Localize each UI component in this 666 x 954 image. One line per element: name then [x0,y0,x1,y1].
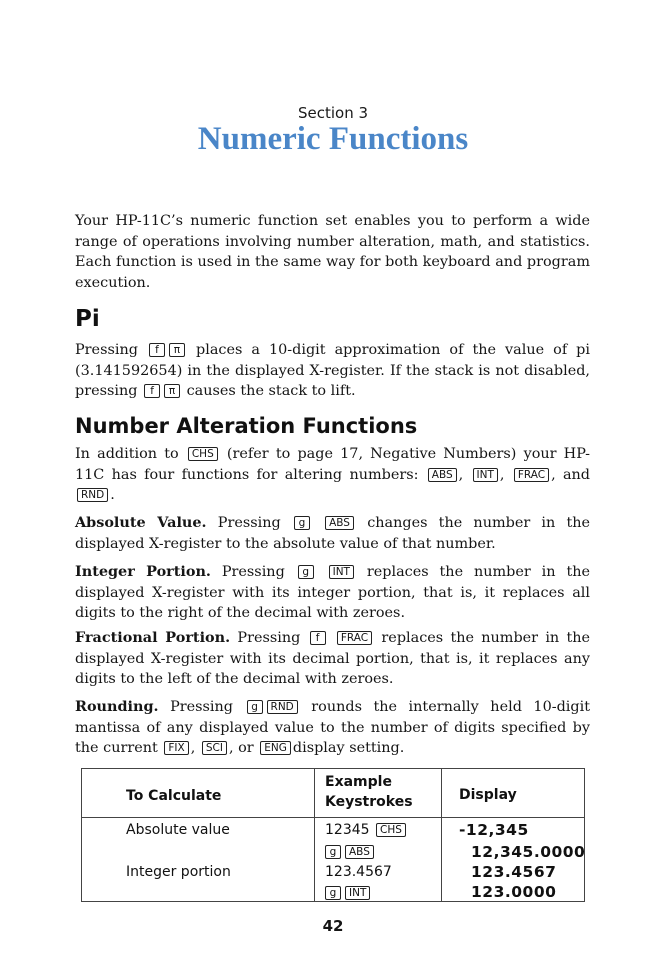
col-header-to-calculate: To Calculate [126,788,222,804]
chs-key: CHS [376,823,406,837]
keystroke-line [325,844,376,860]
int-key: INT [345,886,370,900]
display-value: 123.4567 [471,863,557,881]
integer-portion-paragraph: Integer Portion. Pressing g INT replaces the number in the displayed X-register with its integer portion, that is, it replaces all digits to the right of the decimal with zeroes. [75,563,591,622]
table-divider [314,769,315,901]
frac-key: FRAC [514,468,549,482]
alteration-intro: In addition to CHS (refer to page 17, Negative Numbers) your HP-11C has four functions for altering numbers: ABS , INT , FRAC , and RND . [75,446,590,504]
rnd-key: RND [77,488,108,502]
row-label-absolute: Absolute value [126,822,230,838]
rounding-term: Rounding. [75,698,159,715]
col-header-keystrokes: Keystrokes [325,794,413,810]
sci-key: SCI [202,741,227,755]
col-header-display: Display [459,787,517,803]
absolute-value-paragraph: Absolute Value. Pressing g ABS changes the number in the displayed X-register to the absolute value of that number. [75,514,591,552]
pi-key: π [169,343,185,357]
keystroke-line: 12345 CHS [325,822,408,838]
f-key: f [144,384,160,398]
g-key: g [298,565,314,579]
rnd-key: RND [267,700,298,714]
alteration-heading: Number Alteration Functions [75,414,418,438]
pi-key: π [164,384,180,398]
display-value: -12,345 [459,821,529,839]
g-key: g [325,886,341,900]
frac-key: FRAC [337,631,372,645]
page-number: 42 [322,917,344,935]
display-value: 123.0000 [471,883,557,901]
example-table [81,768,585,902]
intro-paragraph: Your HP-11C’s numeric function set enables you to perform a wide range of operations involving number alteration, math, and statistics. Each function is used in the same way for both keyboard and program execution. [75,213,590,291]
display-value: 12,345.0000 [471,843,586,861]
abs-key: ABS [345,845,374,859]
g-key: g [247,700,263,714]
absolute-value-term: Absolute Value. [75,514,207,531]
eng-key: ENG [260,741,291,755]
keystroke-line: 123.4567 [325,864,392,880]
keystroke-line [325,885,372,901]
chs-key: CHS [188,447,218,461]
f-key: f [310,631,326,645]
g-key: g [325,845,341,859]
g-key: g [294,516,310,530]
int-key: INT [329,565,354,579]
abs-key: ABS [428,468,457,482]
pi-heading: Pi [75,306,100,332]
fractional-portion-paragraph: Fractional Portion. Pressing f FRAC replaces the number in the displayed X-register with its decimal portion, that is, it replaces any digits to the left of the decimal with zeroes. [75,629,591,688]
fix-key: FIX [164,741,188,755]
int-key: INT [473,468,498,482]
table-header-divider [82,817,584,818]
col-header-example: Example [325,774,392,790]
row-label-integer: Integer portion [126,864,231,880]
integer-portion-term: Integer Portion. [75,563,211,580]
table-divider [441,769,442,901]
abs-key: ABS [325,516,354,530]
section-label: Section 3 [297,104,369,122]
pi-paragraph: Pressing f π places a 10-digit approximation of the value of pi (3.141592654) in the displayed X-register. If the stack is not disabled, pressing f π causes the stack to lift. [75,342,590,400]
chapter-title: Numeric Functions [197,121,469,157]
rounding-paragraph: Rounding. Pressing g RND rounds the internally held 10-digit mantissa of any displayed value to the number of digits specified by the current FIX , SCI , or ENG display setting. [75,698,590,757]
f-key: f [149,343,165,357]
fractional-portion-term: Fractional Portion. [75,629,231,646]
